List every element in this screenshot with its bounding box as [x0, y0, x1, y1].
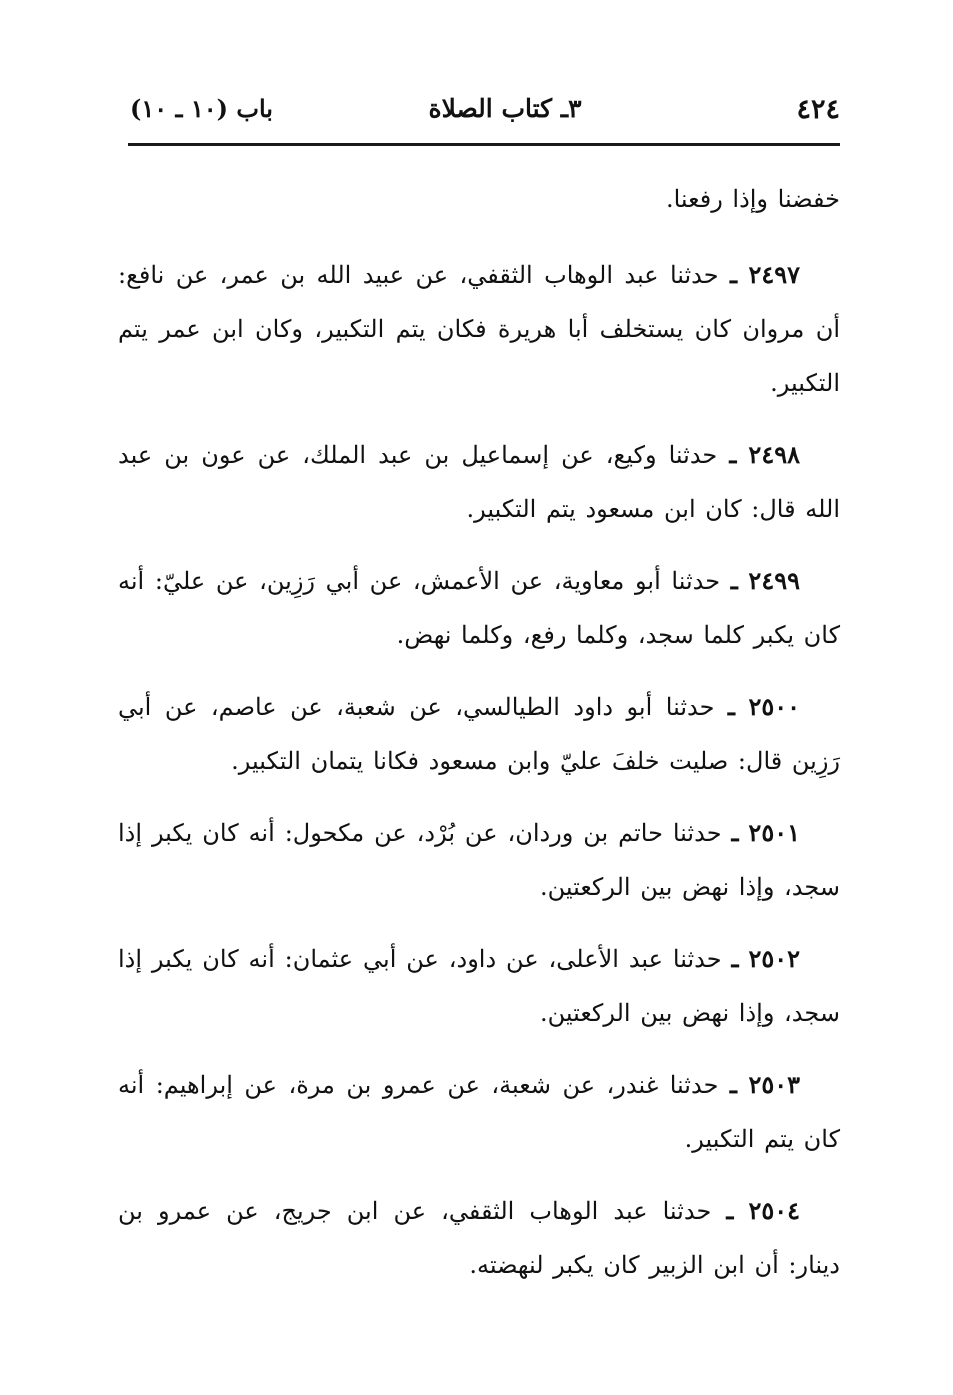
hadith-entry — [118, 932, 840, 1040]
hadith-entry — [118, 1058, 840, 1166]
number-separator: ـ — [730, 566, 738, 595]
hadith-entry — [118, 428, 840, 536]
chapter-heading: باب (١٠ ـ ١٠) — [130, 94, 273, 123]
hadith-entry — [118, 680, 840, 788]
hadith-number: ٢٥٠٣ — [748, 1070, 800, 1099]
number-separator: ـ — [727, 692, 735, 721]
book-title: ٣ـ كتاب الصلاة — [428, 94, 582, 123]
hadith-number: ٢٥٠٤ — [748, 1196, 800, 1225]
hadith-text: حدثنا غندر، عن شعبة، عن عمرو بن مرة، عن إبراهيم: أنه كان يتم التكبير. — [118, 1071, 840, 1153]
number-separator: ـ — [729, 440, 737, 469]
hadith-text: حدثنا أبو داود الطيالسي، عن شعبة، عن عاصم، عن أبي رَزِين قال: صليت خلفَ عليّ وابن مسعود فكانا يتمان التكبير. — [118, 693, 840, 775]
hadith-number: ٢٤٩٧ — [748, 260, 800, 289]
page-body — [118, 172, 840, 1310]
hadith-entry — [118, 248, 840, 410]
hadith-entry — [118, 554, 840, 662]
page-header — [128, 86, 840, 132]
number-separator: ـ — [731, 818, 739, 847]
hadith-text: حدثنا أبو معاوية، عن الأعمش، عن أبي رَزِين، عن عليّ: أنه كان يكبر كلما سجد، وكلما رفع، وكلما نهض. — [118, 567, 840, 649]
hadith-text: حدثنا حاتم بن وردان، عن بُرْد، عن مكحول: أنه كان يكبر إذا سجد، وإذا نهض بين الركعتين. — [118, 819, 840, 901]
hadith-number: ٢٥٠٠ — [748, 692, 800, 721]
hadith-number: ٢٥٠١ — [748, 818, 800, 847]
intro-text: خفضنا وإذا رفعنا. — [665, 185, 840, 213]
hadith-number: ٢٥٠٢ — [748, 944, 800, 973]
hadith-text: حدثنا عبد الوهاب الثقفي، عن عبيد الله بن عمر، عن نافع: أن مروان كان يستخلف أبا هريرة فكان يتم التكبير، وكان ابن عمر يتم التكبير. — [118, 261, 840, 397]
hadith-number: ٢٤٩٩ — [748, 566, 800, 595]
header-divider — [128, 143, 840, 146]
number-separator: ـ — [731, 944, 739, 973]
number-separator: ـ — [730, 260, 738, 289]
hadith-number: ٢٤٩٨ — [748, 440, 800, 469]
number-separator: ـ — [729, 1070, 737, 1099]
hadith-text: حدثنا عبد الأعلى، عن داود، عن أبي عثمان: أنه كان يكبر إذا سجد، وإذا نهض بين الركعتين. — [118, 945, 840, 1027]
hadith-entry — [118, 806, 840, 914]
hadith-text: حدثنا عبد الوهاب الثقفي، عن ابن جريج، عن عمرو بن دينار: أن ابن الزبير كان يكبر لنهضته. — [118, 1197, 840, 1279]
hadith-text: حدثنا وكيع، عن إسماعيل بن عبد الملك، عن عون بن عبد الله قال: كان ابن مسعود يتم التكبير. — [118, 441, 840, 523]
page-number: ٤٢٤ — [796, 94, 840, 125]
hadith-entry — [118, 1184, 840, 1292]
number-separator: ـ — [726, 1196, 734, 1225]
